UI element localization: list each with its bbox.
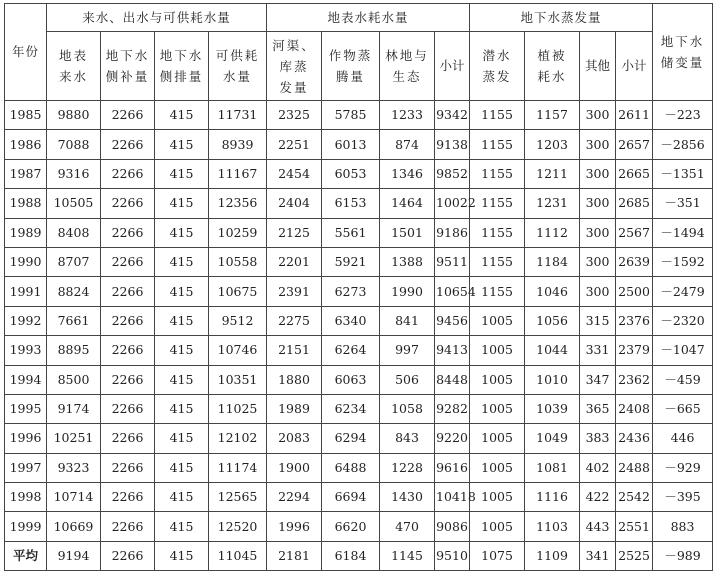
table-cell: －459	[653, 365, 713, 394]
table-cell: 2266	[101, 394, 155, 423]
table-cell: 9852	[435, 159, 470, 188]
row-year-cell: 1989	[5, 218, 47, 247]
table-cell: 874	[380, 130, 435, 159]
water-balance-table	[4, 3, 713, 571]
table-cell: 300	[580, 159, 616, 188]
table-cell: 10654	[435, 277, 470, 306]
table-cell: 1044	[525, 336, 580, 365]
table-cell: 1005	[470, 453, 525, 482]
table-cell: 300	[580, 277, 616, 306]
table-cell: 6264	[322, 336, 380, 365]
table-cell: 9413	[435, 336, 470, 365]
table-cell: 1005	[470, 306, 525, 335]
table-cell: 1996	[267, 512, 322, 541]
table-cell: 8707	[47, 247, 101, 276]
table-cell: 2266	[101, 189, 155, 218]
table-cell: 443	[580, 512, 616, 541]
table-cell: －1494	[653, 218, 713, 247]
table-cell: 2542	[616, 483, 653, 512]
header-subtotal-ground: 小计	[616, 32, 653, 101]
table-cell: 1109	[525, 541, 580, 570]
table-cell: 2266	[101, 365, 155, 394]
table-cell: 415	[155, 159, 209, 188]
table-cell: 2454	[267, 159, 322, 188]
row-year-cell: 1988	[5, 189, 47, 218]
row-year-cell: 1990	[5, 247, 47, 276]
table-cell: －395	[653, 483, 713, 512]
table-cell: 2611	[616, 101, 653, 130]
table-row	[5, 453, 713, 482]
table-cell: 2125	[267, 218, 322, 247]
table-cell: 7088	[47, 130, 101, 159]
table-cell: 1103	[525, 512, 580, 541]
table-row	[5, 101, 713, 130]
table-cell: 2294	[267, 483, 322, 512]
table-cell: －665	[653, 394, 713, 423]
table-cell: 1081	[525, 453, 580, 482]
table-cell: －351	[653, 189, 713, 218]
table-cell: 5921	[322, 247, 380, 276]
table-cell: 1155	[470, 277, 525, 306]
table-row	[5, 277, 713, 306]
table-cell: 383	[580, 424, 616, 453]
table-cell: 2266	[101, 306, 155, 335]
table-cell: 415	[155, 365, 209, 394]
table-cell: 315	[580, 306, 616, 335]
table-cell: 10022	[435, 189, 470, 218]
table-cell: 6340	[322, 306, 380, 335]
table-cell: 9510	[435, 541, 470, 570]
table-cell: 415	[155, 541, 209, 570]
row-year-cell: 1997	[5, 453, 47, 482]
table-cell: 2408	[616, 394, 653, 423]
table-cell: 2325	[267, 101, 322, 130]
table-cell: 1155	[470, 189, 525, 218]
table-cell: 1880	[267, 365, 322, 394]
table-cell: 1231	[525, 189, 580, 218]
table-cell: 6053	[322, 159, 380, 188]
table-cell: 997	[380, 336, 435, 365]
table-cell: 446	[653, 424, 713, 453]
table-cell: 2266	[101, 159, 155, 188]
table-row	[5, 159, 713, 188]
table-cell: 1157	[525, 101, 580, 130]
table-cell: 1039	[525, 394, 580, 423]
table-cell: 365	[580, 394, 616, 423]
header-crop-et: 作物蒸 腾量	[322, 32, 380, 101]
table-cell: 9194	[47, 541, 101, 570]
table-cell: 300	[580, 130, 616, 159]
table-cell: 1184	[525, 247, 580, 276]
table-cell: 6694	[322, 483, 380, 512]
table-cell: －223	[653, 101, 713, 130]
table-cell: 1990	[380, 277, 435, 306]
header-storage-change: 地下水 储变量	[653, 4, 713, 101]
table-cell: 12520	[209, 512, 267, 541]
table-cell: 1155	[470, 247, 525, 276]
table-cell: 6620	[322, 512, 380, 541]
table-cell: 8824	[47, 277, 101, 306]
table-cell: 1049	[525, 424, 580, 453]
table-cell: 1005	[470, 336, 525, 365]
header-subtotal-surface: 小计	[435, 32, 470, 101]
table-cell: 415	[155, 247, 209, 276]
table-cell: 1005	[470, 394, 525, 423]
table-cell: 9512	[209, 306, 267, 335]
table-cell: 1005	[470, 483, 525, 512]
table-cell: 415	[155, 453, 209, 482]
table-cell: －2479	[653, 277, 713, 306]
table-cell: 2639	[616, 247, 653, 276]
table-cell: 2266	[101, 541, 155, 570]
table-cell: 1112	[525, 218, 580, 247]
table-cell: 1145	[380, 541, 435, 570]
table-cell: 11025	[209, 394, 267, 423]
table-cell: 9186	[435, 218, 470, 247]
table-cell: 415	[155, 101, 209, 130]
table-cell: 1989	[267, 394, 322, 423]
table-cell: 341	[580, 541, 616, 570]
table-cell: 415	[155, 306, 209, 335]
table-cell: 415	[155, 277, 209, 306]
table-cell: 10251	[47, 424, 101, 453]
table-cell: 1464	[380, 189, 435, 218]
table-cell: 8448	[435, 365, 470, 394]
table-cell: 300	[580, 101, 616, 130]
header-year: 年份	[5, 4, 47, 101]
table-cell: 5785	[322, 101, 380, 130]
table-cell: 6013	[322, 130, 380, 159]
table-cell: 6234	[322, 394, 380, 423]
table-cell: 8500	[47, 365, 101, 394]
table-cell: 415	[155, 394, 209, 423]
table-cell: 1388	[380, 247, 435, 276]
table-cell: 2567	[616, 218, 653, 247]
table-cell: 470	[380, 512, 435, 541]
table-cell: 1005	[470, 365, 525, 394]
table-cell: －929	[653, 453, 713, 482]
table-cell: 1346	[380, 159, 435, 188]
table-cell: 1501	[380, 218, 435, 247]
table-row	[5, 336, 713, 365]
table-cell: －2856	[653, 130, 713, 159]
table-cell: 2685	[616, 189, 653, 218]
table-cell: －2320	[653, 306, 713, 335]
table-cell: 415	[155, 424, 209, 453]
table-cell: 2266	[101, 336, 155, 365]
row-year-cell: 1987	[5, 159, 47, 188]
row-year-cell: 1991	[5, 277, 47, 306]
header-group-surface-consumption: 地表水耗水量	[267, 4, 470, 32]
row-year-cell: 1992	[5, 306, 47, 335]
table-cell: 12356	[209, 189, 267, 218]
table-cell: 1005	[470, 512, 525, 541]
table-cell: 9138	[435, 130, 470, 159]
table-cell: 1155	[470, 101, 525, 130]
table-cell: 10259	[209, 218, 267, 247]
table-cell: 2266	[101, 101, 155, 130]
table-cell: －1592	[653, 247, 713, 276]
table-cell: 10505	[47, 189, 101, 218]
table-cell: 10351	[209, 365, 267, 394]
table-cell: 2151	[267, 336, 322, 365]
table-cell: 300	[580, 189, 616, 218]
table-cell: 2376	[616, 306, 653, 335]
table-cell: 300	[580, 218, 616, 247]
header-surface-inflow: 地表 来水	[47, 32, 101, 101]
table-cell: 2525	[616, 541, 653, 570]
table-cell: 12565	[209, 483, 267, 512]
table-cell: 1075	[470, 541, 525, 570]
table-cell: 2251	[267, 130, 322, 159]
table-cell: 8895	[47, 336, 101, 365]
table-cell: 11167	[209, 159, 267, 188]
table-cell: 1116	[525, 483, 580, 512]
table-cell: 2657	[616, 130, 653, 159]
row-year-cell: 1999	[5, 512, 47, 541]
table-cell: 415	[155, 512, 209, 541]
table-cell: 2379	[616, 336, 653, 365]
table-cell: 2275	[267, 306, 322, 335]
table-cell: 9220	[435, 424, 470, 453]
table-cell: 9456	[435, 306, 470, 335]
row-year-cell: 1994	[5, 365, 47, 394]
row-year-cell: 1993	[5, 336, 47, 365]
table-cell: 9174	[47, 394, 101, 423]
table-cell: 10418	[435, 483, 470, 512]
table-cell: 2083	[267, 424, 322, 453]
table-cell: 1056	[525, 306, 580, 335]
table-cell: 9511	[435, 247, 470, 276]
table-cell: 506	[380, 365, 435, 394]
table-cell: 422	[580, 483, 616, 512]
table-row	[5, 483, 713, 512]
table-cell: 6063	[322, 365, 380, 394]
table-cell: －1047	[653, 336, 713, 365]
table-cell: 9323	[47, 453, 101, 482]
table-cell: 2551	[616, 512, 653, 541]
table-cell: 9316	[47, 159, 101, 188]
table-cell: 12102	[209, 424, 267, 453]
table-cell: 2266	[101, 424, 155, 453]
table-row	[5, 512, 713, 541]
table-cell: 1155	[470, 218, 525, 247]
header-group-groundwater-evaporation: 地下水蒸发量	[470, 4, 653, 32]
table-cell: 2266	[101, 218, 155, 247]
table-row	[5, 247, 713, 276]
table-cell: 6273	[322, 277, 380, 306]
table-row	[5, 189, 713, 218]
table-cell: 2201	[267, 247, 322, 276]
row-year-cell: 1985	[5, 101, 47, 130]
table-cell: 347	[580, 365, 616, 394]
header-other: 其他	[580, 32, 616, 101]
table-cell: 5561	[322, 218, 380, 247]
table-cell: 8408	[47, 218, 101, 247]
table-cell: 11174	[209, 453, 267, 482]
table-cell: 300	[580, 247, 616, 276]
header-group-inflow: 来水、出水与可供耗水量	[47, 4, 267, 32]
header-forest-eco: 林地与 生态	[380, 32, 435, 101]
row-year-cell: 1995	[5, 394, 47, 423]
table-row	[5, 218, 713, 247]
table-cell: 9616	[435, 453, 470, 482]
table-cell: 1010	[525, 365, 580, 394]
table-cell: 2665	[616, 159, 653, 188]
table-cell: －989	[653, 541, 713, 570]
header-phreatic-evap: 潜水 蒸发	[470, 32, 525, 101]
table-row	[5, 306, 713, 335]
table-cell: 415	[155, 130, 209, 159]
table-row	[5, 541, 713, 570]
table-cell: －1351	[653, 159, 713, 188]
table-cell: 7661	[47, 306, 101, 335]
table-cell: 1005	[470, 424, 525, 453]
table-cell: 2266	[101, 277, 155, 306]
table-cell: 2488	[616, 453, 653, 482]
table-cell: 415	[155, 189, 209, 218]
table-cell: 9086	[435, 512, 470, 541]
row-year-cell: 1998	[5, 483, 47, 512]
table-cell: 2266	[101, 130, 155, 159]
table-cell: 1046	[525, 277, 580, 306]
table-cell: 1155	[470, 159, 525, 188]
table-cell: 1900	[267, 453, 322, 482]
table-cell: 415	[155, 336, 209, 365]
table-cell: 883	[653, 512, 713, 541]
table-cell: 2404	[267, 189, 322, 218]
table-cell: 415	[155, 218, 209, 247]
table-cell: 6488	[322, 453, 380, 482]
table-cell: 331	[580, 336, 616, 365]
table-cell: 1233	[380, 101, 435, 130]
table-cell: 10558	[209, 247, 267, 276]
table-cell: 10669	[47, 512, 101, 541]
header-channel-evap: 河渠、 库蒸 发量	[267, 32, 322, 101]
table-cell: 1430	[380, 483, 435, 512]
table-row	[5, 424, 713, 453]
table-cell: 8939	[209, 130, 267, 159]
table-cell: 10714	[47, 483, 101, 512]
header-gw-lateral-out: 地下水 侧排量	[155, 32, 209, 101]
table-cell: 11731	[209, 101, 267, 130]
table-row	[5, 394, 713, 423]
table-cell: 2266	[101, 512, 155, 541]
table-cell: 1155	[470, 130, 525, 159]
row-year-cell: 1996	[5, 424, 47, 453]
header-gw-lateral-in: 地下水 侧补量	[101, 32, 155, 101]
table-row	[5, 130, 713, 159]
table-cell: 2266	[101, 483, 155, 512]
table-cell: 9880	[47, 101, 101, 130]
table-cell: 1058	[380, 394, 435, 423]
table-cell: 841	[380, 306, 435, 335]
table-cell: 402	[580, 453, 616, 482]
table-cell: 2266	[101, 247, 155, 276]
table-cell: 2181	[267, 541, 322, 570]
table-cell: 9282	[435, 394, 470, 423]
table-cell: 10675	[209, 277, 267, 306]
table-cell: 11045	[209, 541, 267, 570]
table-cell: 2436	[616, 424, 653, 453]
table-cell: 1203	[525, 130, 580, 159]
table-cell: 1228	[380, 453, 435, 482]
header-veg-consumption: 植被 耗水	[525, 32, 580, 101]
table-cell: 2266	[101, 453, 155, 482]
table-cell: 6294	[322, 424, 380, 453]
table-cell: 6153	[322, 189, 380, 218]
table-cell: 10746	[209, 336, 267, 365]
table-cell: 1211	[525, 159, 580, 188]
table-cell: 843	[380, 424, 435, 453]
table-row	[5, 365, 713, 394]
table-cell: 9342	[435, 101, 470, 130]
table-cell: 2500	[616, 277, 653, 306]
table-cell: 2362	[616, 365, 653, 394]
table-cell: 415	[155, 483, 209, 512]
table-cell: 6184	[322, 541, 380, 570]
table-cell: 2391	[267, 277, 322, 306]
row-year-cell: 平均	[5, 541, 47, 570]
header-available: 可供耗 水量	[209, 32, 267, 101]
row-year-cell: 1986	[5, 130, 47, 159]
table-body	[5, 101, 713, 571]
